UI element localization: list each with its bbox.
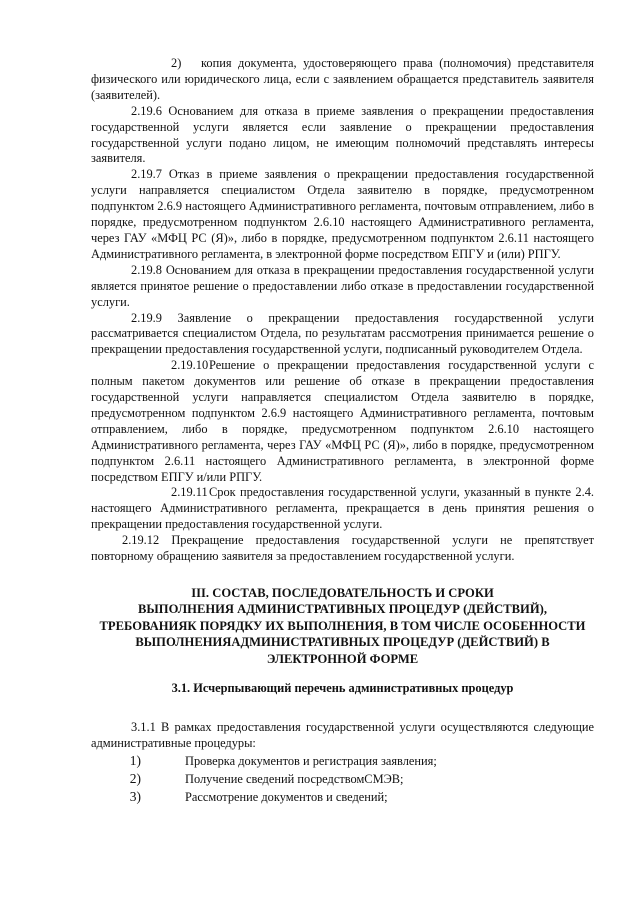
paragraph-2-19-12: 2.19.12 Прекращение предоставления государственной услуги не препятствует повторному обращению заявителя за предоставлением государственной услуги. — [91, 533, 594, 564]
paragraph-2-19-6: 2.19.6 Основанием для отказа в приеме заявления о прекращении предоставления государственной услуги является если заявление о прекращении предоставления государственной услуги подано лицом, не имеющим полномочий представлять интересы заявителя. — [91, 103, 594, 166]
list-item — [91, 770, 594, 788]
list-number: 2) — [171, 56, 182, 70]
paragraph-2-19-10 — [91, 358, 594, 485]
paragraph-text: Срок предоставления государственной услуги, указанный в пункте 2.4. настоящего Административного регламента, прекращается в день принятия решения о прекращении предоставления государственной услуги. — [91, 485, 594, 532]
clause-number: 2.19.10 — [171, 358, 209, 373]
list-item — [91, 752, 594, 770]
subsection-heading: 3.1. Исчерпывающий перечень административных процедур — [171, 681, 514, 696]
procedures-list — [91, 752, 594, 806]
section-heading-line: ТРЕБОВАНИЯК ПОРЯДКУ ИХ ВЫПОЛНЕНИЯ, В ТОМ ЧИСЛЕ ОСОБЕННОСТИ — [99, 618, 586, 633]
paragraph-2-19-9: 2.19.9 Заявление о прекращении предоставления государственной услуги рассматривается специалистом Отдела, по результатам рассмотрения принимается решение о прекращении предоставления государственной услуги, подписанный руководителем Отдела. — [91, 310, 594, 357]
document-body — [91, 56, 594, 806]
paragraph-2-19-8: 2.19.8 Основанием для отказа в прекращении предоставления государственной услуги является принятое решение о предоставлении либо отказе в предоставлении государственной услуги. — [91, 262, 594, 309]
list-number: 2) — [129, 770, 141, 786]
section-heading — [91, 585, 594, 667]
list-item-text: Рассмотрение документов и сведений; — [185, 789, 388, 804]
paragraph-2-19-11 — [91, 485, 594, 533]
list-item-text: Получение сведений посредствомСМЭВ; — [185, 771, 404, 786]
list-item — [91, 788, 594, 806]
list-number: 1) — [129, 752, 141, 768]
section-heading-line: III. СОСТАВ, ПОСЛЕДОВАТЕЛЬНОСТЬ И СРОКИ — [191, 586, 494, 600]
paragraph-text: Решение о прекращении предоставления государственной услуги с полным пакетом документов или решение об отказе в прекращении предоставления государственной услуги направляется специалистом Отдела заявителю в порядке, предусмотренном подпунктом 2.6.9 настоящего Административного регламента, почтовым отправлением, либо в порядке, предусмотренном подпунктом 2.6.10 настоящего Административного регламента, через ГАУ «МФЦ РС (Я)», либо в порядке, предусмотренном подпунктом 2.6.11 настоящего Административного регламента, в электронной форме посредством ЕПГУ и/или РПГУ. — [91, 358, 594, 484]
list-item-text: Проверка документов и регистрация заявления; — [185, 753, 437, 768]
clause-number: 2.19.11 — [171, 485, 208, 500]
paragraph-2-19-7: 2.19.7 Отказ в приеме заявления о прекращении предоставления государственной услуги направляется специалистом Отдела заявителю в порядке, предусмотренном подпунктом 2.6.9 настоящего Административного регламента, почтовым отправлением, либо в порядке, предусмотренном подпунктом 2.6.10 настоящего Административного регламента, через ГАУ «МФЦ РС (Я)», либо в порядке, предусмотренном подпунктом 2.6.11 настоящего Административного регламента, в электронной форме посредством ЕПГУ и (или) РПГУ. — [91, 167, 594, 261]
section-heading-line: ВЫПОЛНЕНИЯАДМИНИСТРАТИВНЫХ ПРОЦЕДУР (ДЕЙСТВИЙ) В — [135, 635, 550, 650]
paragraph-text: копия документа, удостоверяющего права (полномочия) представителя физического или юридического лица, если с заявлением обращается представитель заявителя (заявителей). — [91, 56, 594, 102]
paragraph-2-representative-document — [91, 56, 594, 104]
section-heading-line: ЭЛЕКТРОННОЙ ФОРМЕ — [266, 651, 419, 666]
paragraph-3-1-1: 3.1.1 В рамках предоставления государственной услуги осуществляются следующие административные процедуры: — [91, 719, 594, 750]
list-number: 3) — [129, 788, 141, 804]
section-heading-line: ВЫПОЛНЕНИЯ АДМИНИСТРАТИВНЫХ ПРОЦЕДУР (ДЕЙСТВИЙ), — [138, 602, 547, 617]
